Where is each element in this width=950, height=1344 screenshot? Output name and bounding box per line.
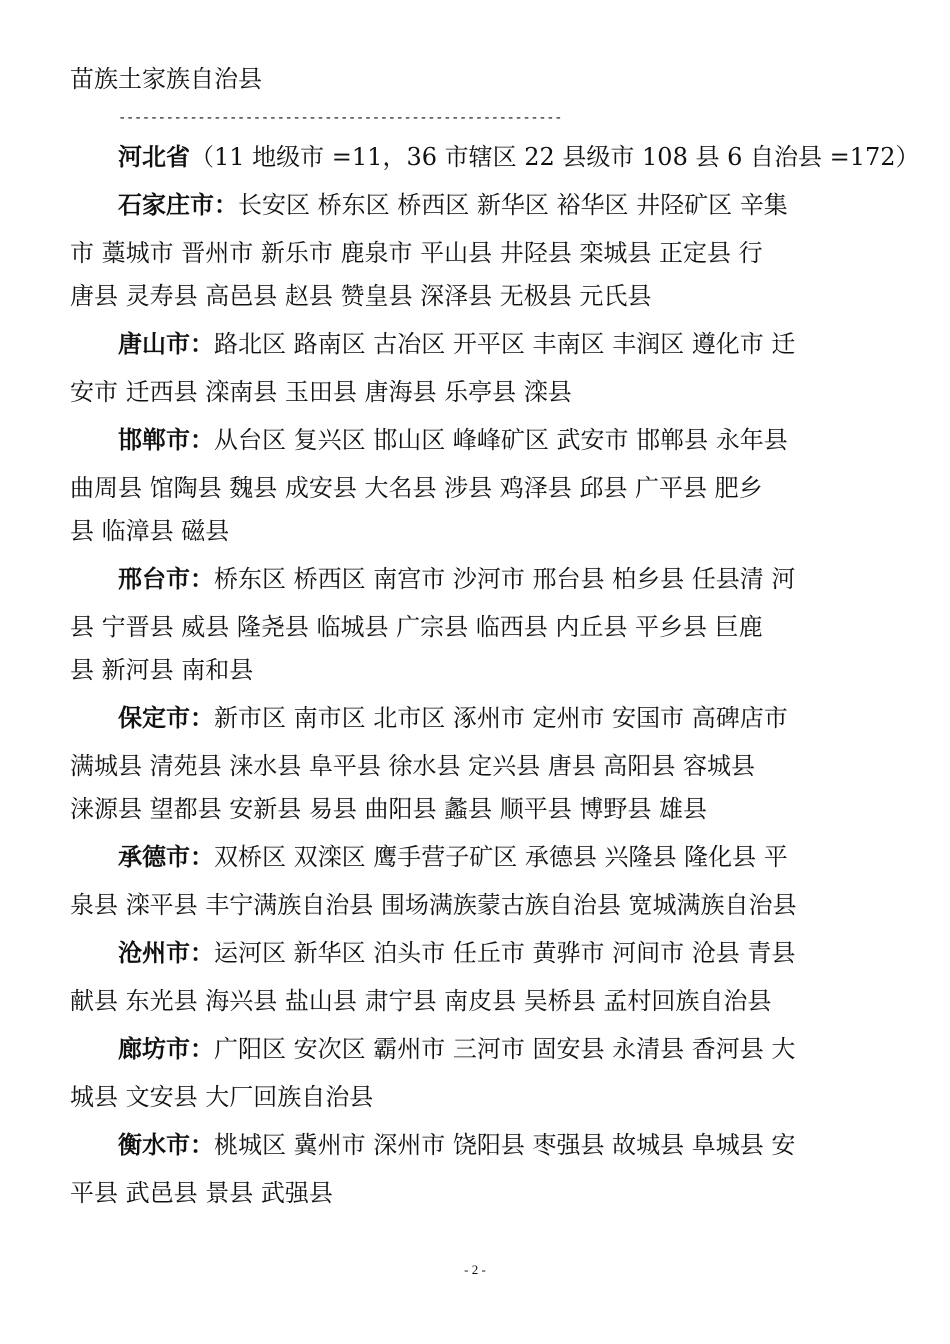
province-name: 河北省 [118,143,190,171]
city-districts: 运河区 新华区 泊头市 任丘市 黄骅市 河间市 沧县 青县 [214,939,796,967]
city-name: 唐山市： [118,330,214,358]
city-districts-line: 平县 武邑县 景县 武强县 [70,1179,333,1207]
city-entry-first-line [118,188,918,222]
city-districts: 路北区 路南区 古冶区 开平区 丰南区 丰润区 遵化市 迁 [214,330,796,358]
city-name: 衡水市： [118,1131,214,1159]
city-districts: 桃城区 冀州市 深州市 饶阳县 枣强县 故城县 阜城县 安 [214,1131,796,1159]
city-name: 承德市： [118,843,214,871]
city-name: 邯郸市： [118,426,214,454]
city-districts-line: 城县 文安县 大厂回族自治县 [70,1083,374,1111]
city-districts-line: 县 新河县 南和县 [70,656,254,684]
city-districts-line: 满城县 清苑县 涞水县 阜平县 徐水县 定兴县 唐县 高阳县 容城县 [70,752,756,780]
city-districts: 从台区 复兴区 邯山区 峰峰矿区 武安市 邯郸县 永年县 [214,426,788,454]
city-entry-first-line [118,327,918,361]
city-districts-line: 泉县 滦平县 丰宁满族自治县 围场满族蒙古族自治县 宽城满族自治县 [70,891,797,919]
city-name: 廊坊市： [118,1035,214,1063]
city-entry-first-line [118,1128,918,1162]
city-districts: 双桥区 双滦区 鹰手营子矿区 承德县 兴隆县 隆化县 平 [214,843,788,871]
city-districts: 长安区 桥东区 桥西区 新华区 裕华区 井陉矿区 辛集 [238,191,788,219]
section-divider: -------------------------------------------------------- [118,110,563,126]
city-name: 沧州市： [118,939,214,967]
city-name: 邢台市： [118,565,214,593]
city-districts-line: 县 宁晋县 威县 隆尧县 临城县 广宗县 临西县 内丘县 平乡县 巨鹿 [70,613,763,641]
page-number: - 2 - [464,1262,486,1277]
city-entry-first-line [118,1032,918,1066]
city-districts-line: 涞源县 望都县 安新县 易县 曲阳县 蠡县 顺平县 博野县 雄县 [70,795,708,823]
city-entry-first-line [118,701,918,735]
province-summary: （11 地级市 =11，36 市辖区 22 县级市 108 县 6 自治县 =172） [190,143,920,171]
city-districts: 桥东区 桥西区 南宫市 沙河市 邢台县 柏乡县 任县清 河 [214,565,796,593]
city-districts-line: 献县 东光县 海兴县 盐山县 肃宁县 南皮县 吴桥县 孟村回族自治县 [70,987,772,1015]
city-districts-line: 曲周县 馆陶县 魏县 成安县 大名县 涉县 鸡泽县 邱县 广平县 肥乡 [70,474,763,502]
city-districts: 新市区 南市区 北市区 涿州市 定州市 安国市 高碑店市 [214,704,788,732]
city-districts: 广阳区 安次区 霸州市 三河市 固安县 永清县 香河县 大 [214,1035,796,1063]
city-entry-first-line [118,423,918,457]
city-districts-line: 唐县 灵寿县 高邑县 赵县 赞皇县 深泽县 无极县 元氏县 [70,282,652,310]
city-entry-first-line [118,936,918,970]
city-districts-line: 县 临漳县 磁县 [70,517,230,545]
city-name: 石家庄市： [118,191,238,219]
city-entry-first-line [118,840,918,874]
continued-text: 苗族土家族自治县 [70,65,262,93]
city-name: 保定市： [118,704,214,732]
city-districts-line: 市 藁城市 晋州市 新乐市 鹿泉市 平山县 井陉县 栾城县 正定县 行 [70,239,763,267]
province-heading [118,140,918,174]
city-entry-first-line [118,562,918,596]
city-districts-line: 安市 迁西县 滦南县 玉田县 唐海县 乐亭县 滦县 [70,378,572,406]
